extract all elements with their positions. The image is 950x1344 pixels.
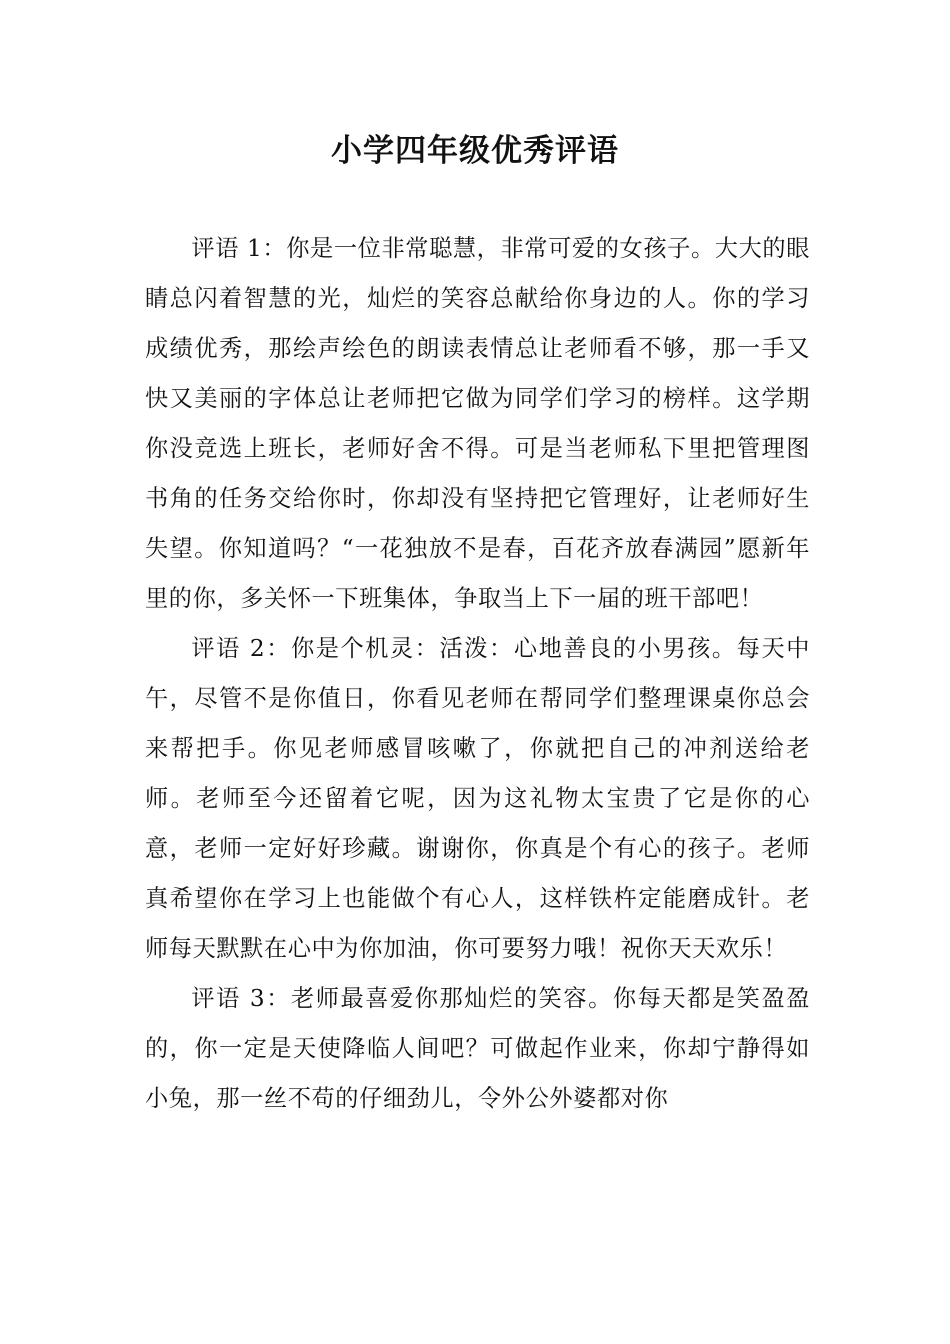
comment-paragraph-2	[145, 624, 810, 974]
comment-label-1: 评语 1：	[191, 235, 287, 262]
document-body	[145, 224, 810, 1124]
document-title: 小学四年级优秀评语	[331, 133, 619, 169]
comment-paragraph-1	[145, 224, 810, 624]
comment-text-3: 老师最喜爱你那灿烂的笑容。你每天都是笑盈盈的，你一定是天使降临人间吧？可做起作业来，你却宁静得如小兔，那一丝不苟的仔细劲儿，令外公外婆都对你	[145, 985, 810, 1112]
comment-text-1: 你是一位非常聪慧，非常可爱的女孩子。大大的眼睛总闪着智慧的光，灿烂的笑容总献给你身边的人。你的学习成绩优秀，那绘声绘色的朗读表情总让老师看不够，那一手又快又美丽的字体总让老师把它做为同学们学习的榜样。这学期你没竞选上班长，老师好舍不得。可是当老师私下里把管理图书角的任务交给你时，你却没有坚持把它管理好，让老师好生失望。你知道吗？“一花独放不是春，百花齐放春满园”愿新年里的你，多关怀一下班集体，争取当上下一届的班干部吧！	[145, 235, 811, 612]
comment-label-2: 评语 2：	[191, 635, 291, 662]
comment-paragraph-3	[145, 974, 810, 1124]
comment-label-3: 评语 3：	[191, 985, 291, 1012]
comment-text-2: 你是个机灵：活泼：心地善良的小男孩。每天中午，尽管不是你值日，你看见老师在帮同学们整理课桌你总会来帮把手。你见老师感冒咳嗽了，你就把自己的冲剂送给老师。老师至今还留着它呢，因为这礼物太宝贵了它是你的心意，老师一定好好珍藏。谢谢你，你真是个有心的孩子。老师真希望你在学习上也能做个有心人，这样铁杵定能磨成针。老师每天默默在心中为你加油，你可要努力哦！祝你天天欢乐！	[145, 635, 810, 962]
